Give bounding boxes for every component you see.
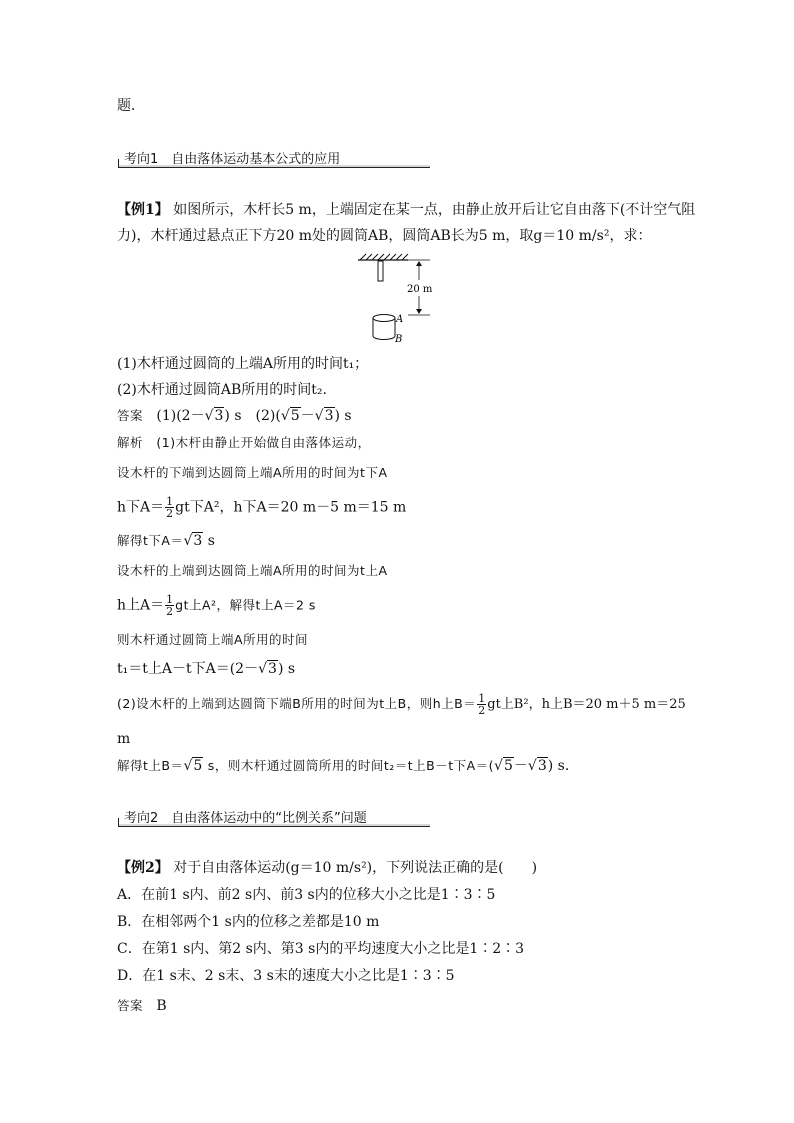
fraction-half: $\frac{1}{2}$ bbox=[478, 692, 486, 717]
analysis-line-8: t₁＝t上A－t下A＝(2－√3) s bbox=[117, 661, 296, 677]
example1-answer: 答案 (1)(2－√3) s (2)(√5－√3) s bbox=[117, 408, 352, 424]
label-a: A bbox=[396, 314, 404, 325]
analysis-line-5: 设木杆的上端到达圆筒上端A所用的时间为t上A bbox=[117, 563, 388, 578]
example1-stem-line1: 【例1】 如图所示，木杆长5 m，上端固定在某一点，由静止放开后让它自由落下(不计空气阻 bbox=[117, 202, 696, 218]
distance-label: 20 m bbox=[407, 284, 433, 295]
example2-label: 【例2】 bbox=[117, 860, 169, 876]
fraction-half: $\frac{1}{2}$ bbox=[166, 593, 174, 618]
ceiling-hatch bbox=[358, 254, 408, 260]
fraction-half: $\frac{1}{2}$ bbox=[166, 495, 174, 520]
example2-answer: 答案 B bbox=[117, 998, 167, 1014]
option-b: B．在相邻两个1 s内的位移之差都是10 m bbox=[117, 914, 380, 930]
analysis-line-4: 解得t下A＝√3 s bbox=[117, 533, 215, 549]
label-b: B bbox=[395, 334, 403, 345]
analysis-line-7: 则木杆通过圆筒上端A所用的时间 bbox=[117, 632, 309, 647]
example1-stem-line2: 力)，木杆通过悬点正下方20 m处的圆筒AB，圆筒AB长为5 m，取g＝10 m/s²，求： bbox=[117, 228, 652, 244]
example1-label: 【例1】 bbox=[117, 202, 169, 218]
question-2: (2)木杆通过圆筒AB所用的时间t₂. bbox=[117, 382, 327, 398]
option-a: A．在前1 s内、前2 s内、前3 s内的位移大小之比是1∶3∶5 bbox=[117, 887, 496, 903]
section-header-2 bbox=[118, 807, 430, 825]
analysis-line-9-cont: m bbox=[117, 731, 131, 747]
analysis-line-1: 解析 (1)木杆由静止开始做自由落体运动， bbox=[117, 435, 371, 450]
section-header-1 bbox=[118, 148, 430, 166]
option-c: C．在第1 s内、第2 s内、第3 s内的平均速度大小之比是1∶2∶3 bbox=[117, 941, 525, 957]
option-d: D．在1 s末、2 s末、3 s末的速度大小之比是1∶3∶5 bbox=[117, 968, 455, 984]
analysis-line-10: 解得t上B＝√5 s，则木杆通过圆筒所用的时间t₂＝t上B－t下A＝(√5－√3) s. bbox=[117, 758, 570, 774]
lead-text: 题． bbox=[117, 98, 145, 114]
question-1: (1)木杆通过圆筒的上端A所用的时间t₁； bbox=[117, 356, 369, 372]
section-title-2: 考向2 自由落体运动中的“比例关系”问题 bbox=[124, 811, 367, 826]
example2-stem: 【例2】 对于自由落体运动(g＝10 m/s²)，下列说法正确的是( ) bbox=[117, 860, 538, 876]
cylinder-tube bbox=[373, 315, 395, 340]
example1-figure bbox=[350, 250, 460, 346]
analysis-line-9: (2)设木杆的上端到达圆筒下端B所用的时间为t上B，则h上B＝ $\frac{1}{2}$ gt上B²，h上B＝20 m＋5 m＝25 bbox=[117, 692, 686, 717]
wooden-rod bbox=[378, 261, 383, 281]
analysis-line-6: h上A＝ $\frac{1}{2}$ gt上A²，解得t上A＝2 s bbox=[117, 593, 316, 618]
analysis-line-3: h下A＝ $\frac{1}{2}$ gt下A²，h下A＝20 m－5 m＝15 m bbox=[117, 495, 407, 520]
section-title-1: 考向1 自由落体运动基本公式的应用 bbox=[124, 152, 341, 167]
analysis-line-2: 设木杆的下端到达圆筒上端A所用的时间为t下A bbox=[117, 465, 388, 480]
